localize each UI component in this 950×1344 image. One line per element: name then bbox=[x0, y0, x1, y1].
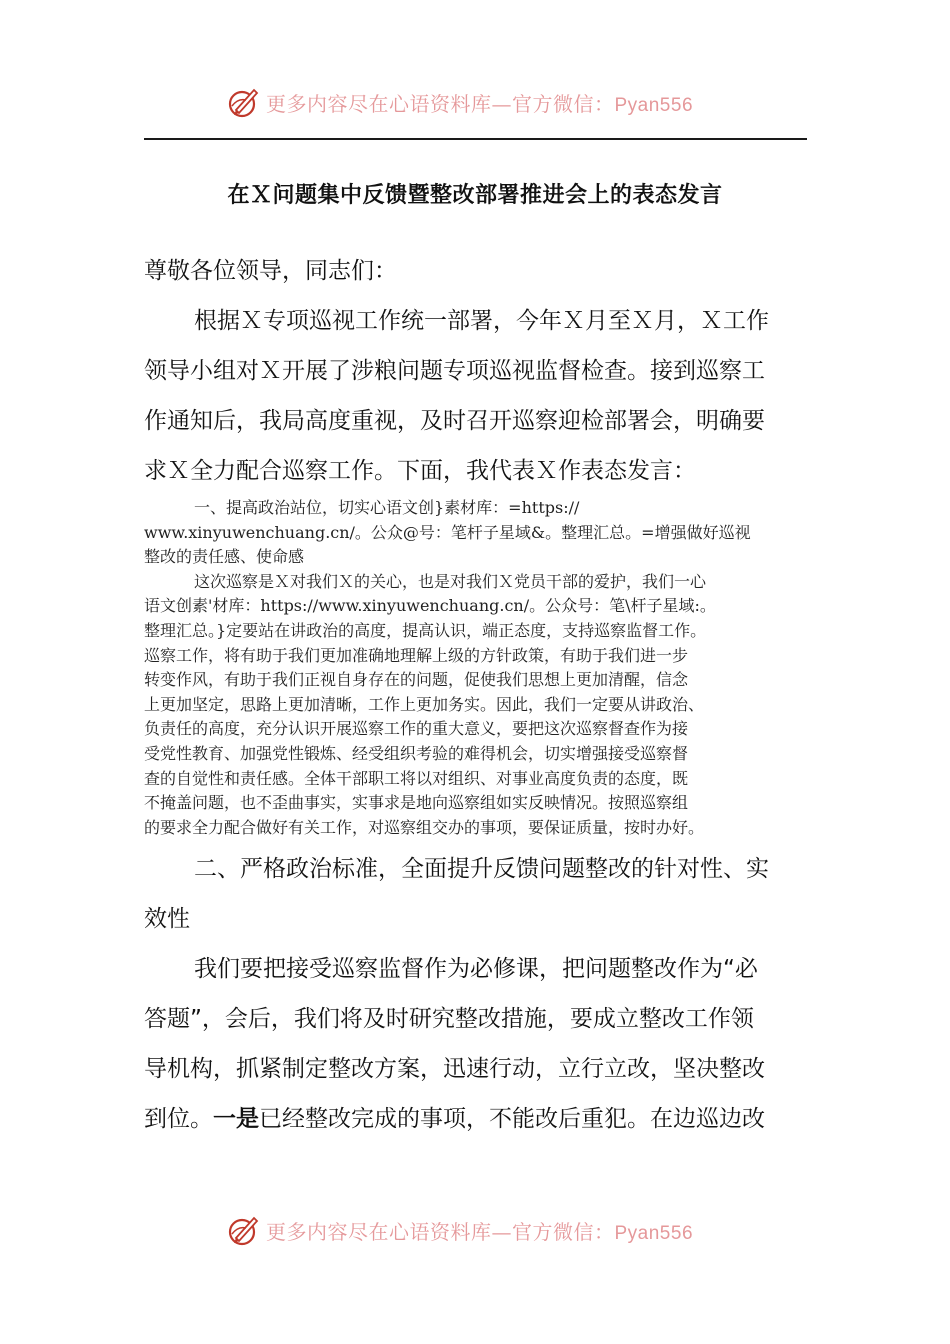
section-1-body-line: 受党性教育、加强党性锻炼、经受组织考验的难得机会，切实增强接受巡察督 bbox=[144, 743, 689, 763]
intro-line: 根据Ｘ专项巡视工作统一部署，今年Ｘ月至Ｘ月，Ｘ工作 bbox=[194, 308, 769, 334]
section-2-body-line: 我们要把接受巡察监督作为必修课，把问题整改作为“必 bbox=[194, 956, 758, 982]
section-1-heading-line: 整改的责任感、使命感 bbox=[144, 547, 305, 567]
section-1-body-line: 巡察工作，将有助于我们更加准确地理解上级的方针政策，有助于我们进一步 bbox=[144, 645, 689, 665]
intro-line: 作通知后，我局高度重视，及时召开巡察迎检部署会，明确要 bbox=[144, 408, 765, 434]
pen-logo-icon bbox=[226, 84, 262, 120]
section-1-body-line: 查的自觉性和责任感。全体干部职工将以对组织、对事业高度负责的态度，既 bbox=[144, 768, 689, 788]
emphasis-first: 一是 bbox=[213, 1106, 259, 1132]
section-1 bbox=[144, 496, 824, 840]
greeting: 尊敬各位领导，同志们： bbox=[144, 258, 397, 284]
section-1-body-line: 语文创素'材库：https://www.xinyuwenchuang.cn/。公众号：笔\杆子星域:。 bbox=[144, 596, 716, 616]
section-1-body-line: 负责任的高度，充分认识开展巡察工作的重大意义，要把这次巡察督查作为接 bbox=[144, 719, 689, 739]
footer-watermark bbox=[0, 1210, 950, 1250]
pen-logo-icon bbox=[226, 1212, 262, 1248]
header-watermark bbox=[0, 82, 950, 122]
watermark-text: 更多内容尽在心语资料库—官方微信：Pyan556 bbox=[266, 91, 694, 116]
section-2 bbox=[144, 844, 804, 1144]
intro-line: 领导小组对Ｘ开展了涉粮问题专项巡视监督检查。接到巡察工 bbox=[144, 358, 765, 384]
section-2-body-line: 导机构，抓紧制定整改方案，迅速行动，立行立改，坚决整改 bbox=[144, 1056, 765, 1082]
document-title: 在Ｘ问题集中反馈暨整改部署推进会上的表态发言 bbox=[227, 183, 723, 208]
header-divider bbox=[144, 138, 807, 140]
section-1-body-line: 不掩盖问题，也不歪曲事实，实事求是地向巡察组如实反映情况。按照巡察组 bbox=[144, 793, 689, 813]
intro-block bbox=[144, 246, 804, 496]
section-2-heading-line: 二、严格政治标准，全面提升反馈问题整改的针对性、实 bbox=[194, 856, 769, 882]
section-1-heading-line: www.xinyuwenchuang.cn/。公众@号：笔杆子星域&。整理汇总。=增强做好巡视 bbox=[144, 522, 751, 542]
section-1-body-line: 整理汇总。}定要站在讲政治的高度，提高认识，端正态度，支持巡察监督工作。 bbox=[144, 620, 707, 640]
section-1-body-line: 上更加坚定，思路上更加清晰，工作上更加务实。因此，我们一定要从讲政治、 bbox=[144, 694, 705, 714]
section-1-heading-line: 一、提高政治站位，切实心语文创}素材库：=https:// bbox=[194, 498, 580, 517]
section-1-body-line: 的要求全力配合做好有关工作，对巡察组交办的事项，要保证质量，按时办好。 bbox=[144, 817, 705, 837]
section-2-body-line: 到位。一是已经整改完成的事项，不能改后重犯。在边巡边改 bbox=[144, 1106, 765, 1132]
section-1-body-line: 转变作风，有助于我们正视自身存在的问题，促使我们思想上更加清醒，信念 bbox=[144, 670, 689, 690]
intro-line: 求Ｘ全力配合巡察工作。下面，我代表Ｘ作表态发言： bbox=[144, 458, 696, 484]
section-2-body-line: 答题”，会后，我们将及时研究整改措施，要成立整改工作领 bbox=[144, 1006, 754, 1032]
section-2-heading-line: 效性 bbox=[144, 906, 190, 932]
watermark-text: 更多内容尽在心语资料库—官方微信：Pyan556 bbox=[266, 1219, 694, 1244]
section-1-body-line: 这次巡察是Ｘ对我们Ｘ的关心，也是对我们Ｘ党员干部的爱护，我们一心 bbox=[194, 571, 707, 591]
